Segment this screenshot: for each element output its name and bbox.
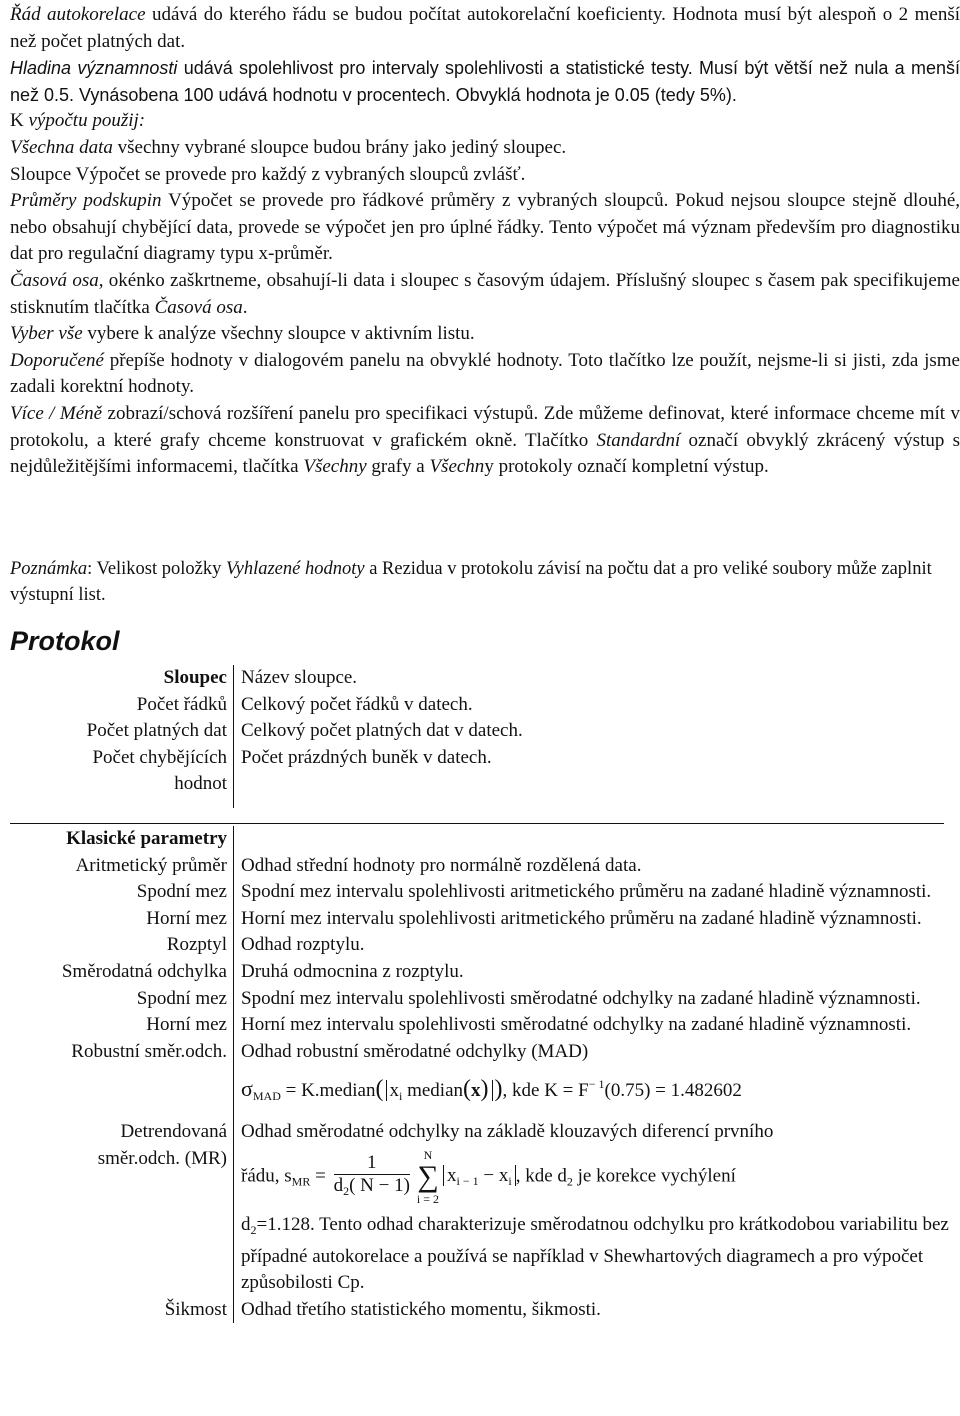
desc-std-dev: Druhá odmocnina z rozptylu. (241, 960, 464, 982)
table-row (0, 959, 960, 986)
text-run: Poznámka (10, 559, 88, 579)
desc-mean: Odhad střední hodnoty pro normálně rozdělená data. (241, 854, 642, 876)
text-run: Sloupce Výpočet se provede pro každý z vybraných sloupců zvlášť. (10, 163, 526, 185)
mr-subscript: MR (291, 1174, 311, 1189)
term-skewness: Šikmost (0, 1297, 234, 1324)
mr-line1: Odhad směrodatné odchylky na základě klouzavých diferencí prvního (241, 1121, 774, 1143)
mr-d2-rest: =1.128. Tento odhad charakterizuje směrodatnou odchylku pro krátkodobou variabilitu bez případné autokorelace a používá se například v Shewhartových diagramech a pro výpočet způsobilosti Cp. (241, 1213, 949, 1294)
mad-x-bold: x (471, 1080, 481, 1102)
mr-pre: řádu, s (241, 1165, 292, 1187)
mr-abs-sub1: i − 1 (456, 1174, 479, 1189)
term-std-dev: Směrodatná odchylka (0, 959, 234, 986)
mad-median: median (402, 1080, 464, 1102)
text-run: K (10, 110, 29, 132)
sum-symbol: N ∑ i = 2 (416, 1147, 440, 1206)
table-row (0, 1119, 960, 1296)
intro-text (10, 2, 960, 481)
table-header-row (0, 826, 960, 853)
mad-formula-part: = K.median (280, 1080, 376, 1102)
desc-mean-upper: Horní mez intervalu spolehlivosti aritmetického průměru na zadané hladině významnosti. (241, 907, 922, 929)
desc-robust-sd (234, 1039, 960, 1120)
term-column: Sloupec (0, 665, 234, 692)
term-mean-upper: Horní mez (0, 906, 234, 933)
text-run: Všechny (303, 456, 367, 478)
desc-sd-lower: Spodní mez intervalu spolehlivosti směrodatné odchylky na zadané hladině významnosti. (241, 987, 921, 1009)
term-mean-lower: Spodní mez (0, 879, 234, 906)
desc-sd-upper: Horní mez intervalu spolehlivosti směrodatné odchylky na zadané hladině významnosti. (241, 1014, 912, 1036)
table-row (0, 879, 960, 906)
text-run: Časová osa (10, 269, 99, 291)
term-valid-count: Počet platných dat (0, 718, 234, 745)
text-run: přepíše hodnoty v dialogovém panelu na obvyklé hodnoty. Toto tlačítko lze použít, nejsme-li si jisti, zda jsme zadali korektní hodnoty. (10, 349, 960, 398)
paragraph-significance-level (10, 55, 960, 108)
mad-value: (0.75) = 1.482602 (604, 1080, 742, 1102)
table-row (0, 1039, 960, 1120)
text-run: : Velikost položky (87, 559, 226, 579)
table-row (0, 692, 960, 719)
text-run: Standardní (596, 429, 681, 451)
protocol-heading: Protokol (10, 626, 120, 656)
paragraph-recommended (10, 348, 960, 401)
text-run: označí obvyklý zkrácený výstup s nejdůležitějšími informacemi, tlačítka (10, 429, 960, 478)
mr-d2-text: $d_2=1.128$. Tento odhad charakterizuje směrodatnou odchylku pro krátkodobou variabilitu bez případné autokorelace a používá se například v Shewhartových diagramech a pro výpočet způsobilosti Cp. (241, 1213, 949, 1294)
table-row (0, 665, 960, 692)
desc-mean-lower: Spodní mez intervalu spolehlivosti aritmetického průměru na zadané hladině významnosti. (241, 881, 932, 903)
term-mean: Aritmetický průměr (0, 853, 234, 880)
paragraph-all-data (10, 135, 960, 162)
text-run: . (242, 296, 248, 318)
text-run: výpočtu použij: (28, 110, 146, 132)
table-row (0, 853, 960, 880)
desc-missing-count: Počet prázdných buněk v datech. (241, 746, 492, 768)
text-run: Průměry podskupin (10, 190, 162, 212)
text-run: Doporučené (10, 349, 104, 371)
mad-inverse: − 1 (588, 1077, 605, 1092)
table-row (0, 906, 960, 933)
mr-den-d: d (333, 1174, 344, 1196)
text-run: vybere k analýze všechny sloupce v aktivním listu. (82, 323, 475, 345)
sum-lower: i = 2 (416, 1191, 440, 1206)
desc-variance: Odhad rozptylu. (241, 934, 365, 956)
term-row-count: Počet řádků (0, 692, 234, 719)
mr-abs-x1: x (447, 1165, 457, 1187)
table-row (0, 745, 960, 798)
robust-sd-text: Odhad robustní směrodatné odchylky (MAD) (241, 1040, 589, 1062)
table-row (0, 1297, 960, 1324)
mad-subscript: MAD (252, 1089, 281, 1104)
desc-column: Název sloupce. (241, 667, 358, 688)
table-divider (10, 823, 944, 824)
mad-x: x (389, 1080, 399, 1102)
mad-tail: , kde K = F (502, 1080, 589, 1102)
text-run: Výpočet se provede pro řádkové průměry z vybraných sloupců. Pokud nejsou sloupce stejně dlouhé, nebo obsahují chybějící data, provede se výpočet jen pro úplné řádky. Tento výpočet má význam především pro diagnostiku dat pro regulační diagramy typu x-průměr. (10, 190, 960, 265)
text-run: Časová osa (154, 296, 243, 318)
mr-tail2: je korekce vychýlení (572, 1165, 736, 1187)
sum-upper: N (423, 1147, 433, 1162)
text-run: udává spolehlivost pro intervaly spolehlivosti a statistické testy. Musí být větší než nula a menší než 0.5. Vynásobena 100 udává hodnotu v procentech. Obvyklá hodnota je 0.05 (tedy 5%). (10, 58, 960, 105)
mr-den-rest: ( N − 1) (349, 1174, 410, 1196)
basic-info-table (0, 665, 960, 808)
table-row (0, 718, 960, 745)
desc-detrended-sd (234, 1119, 960, 1296)
table-row (0, 1012, 960, 1039)
text-run: Všechn (429, 456, 485, 478)
term-sd-upper: Horní mez (0, 1012, 234, 1039)
term-variance: Rozptyl (0, 932, 234, 959)
paragraph-columns (10, 162, 960, 189)
text-run: všechny vybrané sloupce budou brány jako jediný sloupec. (112, 136, 567, 158)
mr-abs-mid: − x (478, 1165, 509, 1187)
mr-denominator: $d_2$( N − 1) (333, 1174, 410, 1198)
text-run: y protokoly označí kompletní výstup. (484, 456, 769, 478)
sigma-symbol: σ (241, 1076, 253, 1102)
term-sd-lower: Spodní mez (0, 986, 234, 1013)
text-run: Více / Méně (10, 402, 103, 424)
text-run: Vyhlazené hodnoty (226, 559, 365, 579)
term-robust-sd: Robustní směr.odch. (0, 1039, 234, 1120)
text-run: udává do kterého řádu se budou počítat autokorelační koeficienty. Hodnota musí být alespoň o 2 menší než počet platných dat. (10, 4, 960, 52)
term-detrended-sd: Detrendovaná směr.odch. (MR) (0, 1119, 234, 1296)
desc-row-count: Celkový počet řádků v datech. (241, 693, 473, 715)
classic-parameters-table (0, 826, 960, 1323)
text-run: zobrazí/schová rozšíření panelu pro specifikaci výstupů. Zde můžeme definovat, které informace chceme mít v protokolu, a které grafy chceme konstruovat v grafickém okně. Tlačítko (10, 402, 960, 451)
text-run: , okénko zaškrtneme, obsahují-li data i sloupec s časovým údajem. Příslušný sloupec s časem pak specifikujeme stisknutím tlačítka (10, 269, 960, 318)
text-run: Vyber vše (10, 323, 83, 345)
mr-formula: řádu, $s_{MR}$ = $\frac{1}{d_2( N - 1)}$ N ∑ i = 2 $x_{i - 1} - x_i$ , kde $d_2$ je korekce vychýlení (241, 1147, 736, 1206)
term-missing-count: Počet chybějících hodnot (0, 745, 234, 798)
note-paragraph (10, 556, 960, 608)
text-run: Hladina významnosti (10, 58, 178, 79)
desc-skewness: Odhad třetího statistického momentu, šikmosti. (241, 1298, 601, 1320)
table-row (0, 986, 960, 1013)
text-run: Všechna data (10, 136, 113, 158)
classic-parameters-header: Klasické parametry (0, 826, 234, 853)
text-run: a Rezidua v protokolu závisí na počtu dat a pro veliké soubory může zaplnit výstupní list. (10, 559, 932, 605)
mr-abs (443, 1165, 516, 1189)
mad-formula: $\sigma_{MAD}$ = K.median( $x_i$ median(x) ), kde $K = F^{- 1}(0.75) = 1.482602$ (241, 1076, 742, 1104)
mr-fraction (334, 1152, 410, 1202)
mr-d2: d (241, 1213, 251, 1235)
desc-valid-count: Celkový počet platných dat v datech. (241, 720, 523, 742)
paragraph-more-less (10, 401, 960, 481)
mr-abs-sub2: i (508, 1174, 512, 1189)
paragraph-autocorrelation-order (10, 2, 960, 55)
text-run: Řád autokorelace (10, 4, 146, 25)
mr-numerator: 1 (334, 1152, 410, 1175)
paragraph-time-axis (10, 268, 960, 321)
paragraph-compute-for (10, 108, 960, 135)
table-row (0, 932, 960, 959)
paragraph-select-all (10, 321, 960, 348)
paragraph-subgroup-means (10, 188, 960, 268)
text-run: grafy a (366, 456, 430, 478)
mad-sub-i: i (399, 1089, 403, 1104)
mr-tail: , kde d (515, 1165, 567, 1187)
